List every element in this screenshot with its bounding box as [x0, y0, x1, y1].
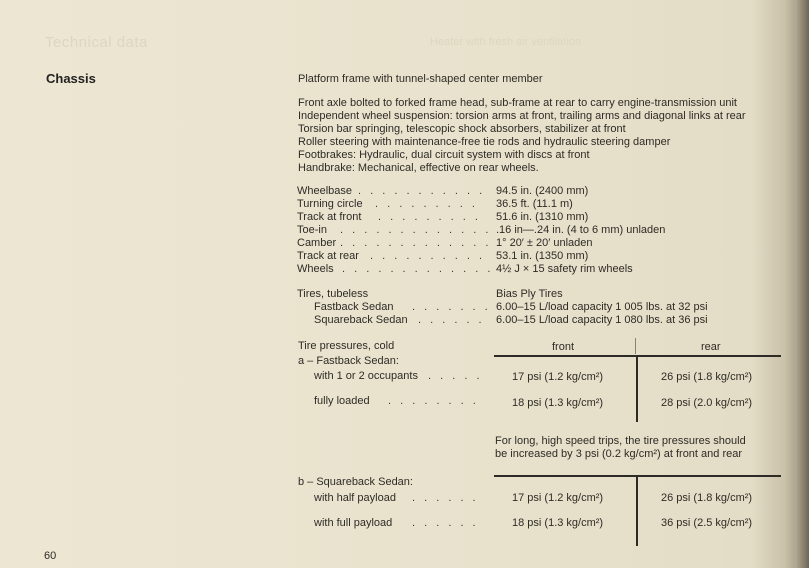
spec-label: Camber	[297, 237, 337, 249]
section-heading: Chassis	[46, 71, 96, 86]
squareback-title: b – Squareback Sedan:	[298, 476, 413, 488]
pressures-label: Tire pressures, cold	[298, 340, 395, 352]
leader-dots: . . . . . . . . . . . . .	[340, 224, 492, 236]
chassis-intro: Platform frame with tunnel-shaped center member	[298, 73, 543, 85]
leader-dots: . . . . . . . . . . . . .	[340, 237, 492, 249]
spec-value: 94.5 in. (2400 mm)	[496, 185, 589, 197]
description-line: Front axle bolted to forked frame head, sub-frame at rear to carry engine-transmission unit	[298, 97, 737, 109]
leader-dots: . . . . . .	[412, 517, 479, 529]
pressure-front: 18 psi (1.3 kg/cm²)	[512, 397, 604, 409]
spec-value: 53.1 in. (1350 mm)	[496, 250, 589, 262]
tires-label: Tires, tubeless	[297, 288, 369, 300]
bleed-through-subtitle: Heater with fresh air ventilation	[430, 36, 582, 48]
spec-value: 4½ J × 15 safety rim wheels	[496, 263, 633, 275]
table-divider	[636, 356, 638, 422]
page-fold-shadow	[795, 0, 809, 568]
pressure-rear: 28 psi (2.0 kg/cm²)	[661, 397, 753, 409]
note-line: be increased by 3 psi (0.2 kg/cm²) at front and rear	[495, 448, 743, 460]
leader-dots: . . . . . . .	[412, 301, 491, 313]
pressure-front: 17 psi (1.2 kg/cm²)	[512, 371, 604, 383]
leader-dots: . . . . .	[428, 370, 483, 382]
pressure-row-label: with half payload	[314, 492, 396, 504]
fastback-title: a – Fastback Sedan:	[298, 355, 399, 367]
pressure-row-label: with 1 or 2 occupants	[314, 370, 418, 382]
description-line: Footbrakes: Hydraulic, dual circuit system with discs at front	[298, 149, 590, 161]
pressure-rear: 26 psi (1.8 kg/cm²)	[661, 492, 753, 504]
description-line: Independent wheel suspension: torsion arms at front, trailing arms and diagonal links at rear	[298, 110, 746, 122]
leader-dots: . . . . . . . . .	[375, 198, 478, 210]
column-header-front: front	[552, 341, 575, 353]
tire-row-value: 6.00–15 L/load capacity 1 005 lbs. at 32 psi	[496, 301, 708, 313]
pressure-front: 17 psi (1.2 kg/cm²)	[512, 492, 604, 504]
leader-dots: . . . . . . . . . . . . .	[342, 263, 494, 275]
spec-label: Track at front	[297, 211, 362, 223]
spec-label: Wheelbase	[297, 185, 353, 197]
table-divider	[636, 476, 638, 546]
spec-label: Toe-in	[297, 224, 327, 236]
spec-label: Track at rear	[297, 250, 359, 262]
note-line: For long, high speed trips, the tire pressures should	[495, 435, 746, 447]
bleed-through-title: Technical data	[45, 34, 148, 51]
leader-dots: . . . . . .	[412, 492, 479, 504]
pressure-row-label: with full payload	[314, 517, 393, 529]
description-line: Torsion bar springing, telescopic shock absorbers, stabilizer at front	[298, 123, 626, 135]
leader-dots: . . . . . .	[418, 314, 485, 326]
leader-dots: . . . . . . . . .	[378, 211, 481, 223]
leader-dots: . . . . . . . .	[388, 395, 479, 407]
tires-type: Bias Ply Tires	[496, 288, 563, 300]
spec-label: Wheels	[297, 263, 334, 275]
tire-row-label: Fastback Sedan	[314, 301, 394, 313]
tire-row-value: 6.00–15 L/load capacity 1 080 lbs. at 36 psi	[496, 314, 708, 326]
description-line: Roller steering with maintenance-free tie rods and hydraulic steering damper	[298, 136, 671, 148]
pressure-rear: 36 psi (2.5 kg/cm²)	[661, 517, 753, 529]
description-line: Handbrake: Mechanical, effective on rear wheels.	[298, 162, 539, 174]
spec-value: .16 in—.24 in. (4 to 6 mm) unladen	[496, 224, 666, 236]
spec-value: 36.5 ft. (11.1 m)	[496, 198, 573, 210]
leader-dots: . . . . . . . . . . .	[358, 185, 486, 197]
pressure-rear: 26 psi (1.8 kg/cm²)	[661, 371, 753, 383]
header-divider	[635, 338, 636, 354]
spec-label: Turning circle	[297, 198, 363, 210]
spec-value: 1° 20′ ± 20′ unladen	[496, 237, 593, 249]
page-number: 60	[44, 550, 57, 562]
leader-dots: . . . . . . . . . .	[370, 250, 486, 262]
spec-value: 51.6 in. (1310 mm)	[496, 211, 589, 223]
column-header-rear: rear	[701, 341, 721, 353]
pressure-front: 18 psi (1.3 kg/cm²)	[512, 517, 604, 529]
tire-row-label: Squareback Sedan	[314, 314, 408, 326]
pressure-row-label: fully loaded	[314, 395, 370, 407]
